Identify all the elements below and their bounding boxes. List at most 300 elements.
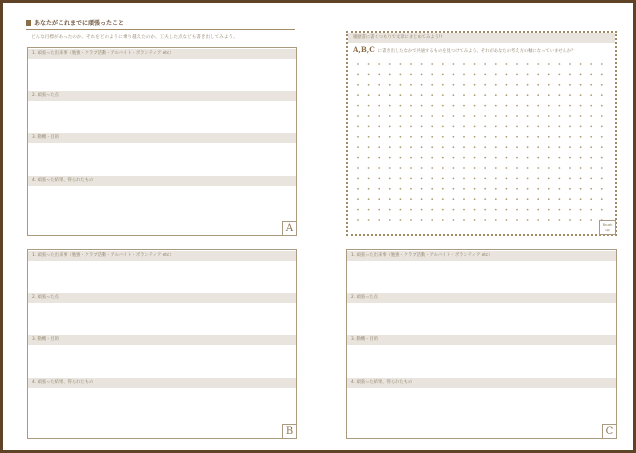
grid-dot [580,115,582,117]
grid-dot [495,105,497,107]
grid-dot [357,157,359,159]
grid-dot [516,136,518,138]
grid-dot [421,198,423,200]
grid-dot [506,105,508,107]
grid-dot [484,167,486,169]
card-letter-b: B [282,424,297,439]
section-motive: 3. 動機・目的 [28,133,296,143]
grid-dot [548,157,550,159]
grid-dot [516,188,518,190]
grid-dot [357,219,359,221]
grid-dot [431,157,433,159]
grid-dot [442,209,444,211]
grid-dot [431,126,433,128]
grid-dot [590,167,592,169]
grid-dot [389,219,391,221]
grid-dot [537,136,539,138]
grid-dot [410,178,412,180]
grid-dot [516,219,518,221]
grid-dot [569,188,571,190]
grid-dot [421,136,423,138]
grid-dot [421,126,423,128]
abc-label [353,45,575,54]
grid-dot [580,63,582,65]
grid-dot [410,167,412,169]
grid-dot [548,219,550,221]
grid-dot [559,84,561,86]
grid-dot [421,178,423,180]
grid-dot [389,126,391,128]
grid-dot [400,94,402,96]
grid-dot [378,157,380,159]
grid-dot [442,178,444,180]
grid-dot [463,167,465,169]
grid-dot [569,198,571,200]
grid-dot [580,146,582,148]
grid-dot [463,74,465,76]
grid-dot [537,167,539,169]
grid-dot [378,136,380,138]
grid-dot [453,105,455,107]
grid-dot [527,74,529,76]
experience-card-b [27,249,297,439]
grid-dot [389,178,391,180]
grid-dot [559,146,561,148]
grid-dot [453,115,455,117]
grid-dot [421,74,423,76]
grid-dot [442,63,444,65]
grid-dot [569,178,571,180]
grid-dot [537,126,539,128]
grid-dot [463,126,465,128]
grid-dot [442,198,444,200]
grid-dot [569,136,571,138]
grid-dot [442,84,444,86]
grid-dot [453,167,455,169]
grid-dot [590,74,592,76]
grid-dot [569,126,571,128]
grid-dot [601,198,603,200]
grid-dot [410,188,412,190]
grid-dot [495,94,497,96]
section-motive: 3. 動機・目的 [28,335,296,345]
grid-dot [474,157,476,159]
grid-dot [474,188,476,190]
grid-dot [368,178,370,180]
grid-dot [410,157,412,159]
grid-dot [527,167,529,169]
grid-dot [484,188,486,190]
grid-dot [389,84,391,86]
grid-dot [474,146,476,148]
grid-dot [548,146,550,148]
grid-dot [527,94,529,96]
grid-dot [506,198,508,200]
grid-dot [442,167,444,169]
grid-dot [400,126,402,128]
grid-dot [484,136,486,138]
grid-dot [484,178,486,180]
summary-heading: 履歴書に書くつもりで文章にまとめてみよう!! [348,33,615,43]
grid-dot [569,209,571,211]
grid-dot [378,105,380,107]
grid-dot [506,178,508,180]
section-motive: 3. 動機・目的 [347,335,616,345]
grid-dot [431,105,433,107]
grid-dot [548,167,550,169]
grid-dot [580,105,582,107]
grid-dot [516,63,518,65]
grid-dot [590,126,592,128]
grid-dot [421,105,423,107]
grid-dot [474,198,476,200]
grid-dot [590,94,592,96]
grid-dot [506,126,508,128]
grid-dot [389,94,391,96]
grid-dot [421,167,423,169]
grid-dot [453,136,455,138]
grid-dot [506,115,508,117]
grid-dot [495,167,497,169]
grid-dot [442,105,444,107]
grid-dot [537,157,539,159]
grid-dot [453,198,455,200]
grid-dot [559,198,561,200]
grid-dot [569,146,571,148]
grid-dot [357,105,359,107]
grid-dot [378,198,380,200]
grid-dot [357,198,359,200]
grid-dot [580,167,582,169]
grid-dot [357,63,359,65]
grid-dot [400,167,402,169]
grid-dot [601,157,603,159]
grid-dot [400,84,402,86]
grid-dot [442,188,444,190]
section-event: 1. 頑張った出来事（勉強・クラブ活動・アルバイト・ボランティア etc） [347,251,616,261]
grid-dot [495,84,497,86]
grid-dot [400,157,402,159]
grid-dot [527,84,529,86]
grid-dot [357,167,359,169]
grid-dot [559,63,561,65]
grid-dot [410,94,412,96]
grid-dot [421,94,423,96]
grid-dot [431,219,433,221]
grid-dot [442,157,444,159]
grid-dot [569,94,571,96]
grid-dot [431,115,433,117]
grid-dot [537,84,539,86]
grid-dot [453,219,455,221]
grid-dot [357,84,359,86]
grid-dot [590,84,592,86]
grid-dot [410,136,412,138]
brushup-line-2: up [605,228,610,232]
summary-dot-box[interactable] [346,31,617,236]
grid-dot [421,219,423,221]
grid-dot [357,74,359,76]
grid-dot [548,198,550,200]
grid-dot [590,157,592,159]
grid-dot [389,209,391,211]
grid-dot [474,115,476,117]
card-letter-c: C [602,424,617,439]
grid-dot [421,115,423,117]
grid-dot [527,198,529,200]
grid-dot [590,146,592,148]
grid-dot [400,219,402,221]
grid-dot [484,198,486,200]
grid-dot [559,188,561,190]
grid-dot [548,84,550,86]
grid-dot [506,188,508,190]
grid-dot [378,146,380,148]
grid-dot [569,84,571,86]
grid-dot [527,219,529,221]
grid-dot [559,105,561,107]
grid-dot [580,198,582,200]
grid-dot [368,105,370,107]
grid-dot [368,74,370,76]
grid-dot [389,136,391,138]
grid-dot [506,84,508,86]
grid-dot [474,219,476,221]
grid-dot [474,94,476,96]
grid-dot [389,157,391,159]
grid-dot [368,198,370,200]
abc-letters: A,B,C [353,45,375,54]
grid-dot [410,115,412,117]
experience-card-c [346,249,617,439]
grid-dot [453,157,455,159]
grid-dot [495,178,497,180]
grid-dot [601,178,603,180]
grid-dot [537,115,539,117]
grid-dot [569,115,571,117]
grid-dot [537,94,539,96]
grid-dot [484,74,486,76]
grid-dot [601,105,603,107]
grid-dot [527,157,529,159]
grid-dot [400,136,402,138]
grid-dot [463,115,465,117]
grid-dot [580,157,582,159]
grid-dot [537,105,539,107]
grid-dot [495,198,497,200]
grid-dot [378,209,380,211]
grid-dot [357,146,359,148]
grid-dot [368,115,370,117]
grid-dot [537,178,539,180]
grid-dot [559,136,561,138]
grid-dot [548,94,550,96]
grid-dot [431,209,433,211]
grid-dot [506,74,508,76]
grid-dot [516,157,518,159]
grid-dot [484,219,486,221]
grid-dot [559,157,561,159]
grid-dot [378,115,380,117]
grid-dot [400,105,402,107]
grid-dot [357,126,359,128]
grid-dot [569,167,571,169]
grid-dot [410,146,412,148]
grid-dot [463,219,465,221]
grid-dot [537,74,539,76]
grid-dot [506,219,508,221]
grid-dot [601,63,603,65]
grid-dot [506,157,508,159]
grid-dot [601,136,603,138]
grid-dot [474,167,476,169]
grid-dot [442,146,444,148]
grid-dot [442,74,444,76]
grid-dot [548,74,550,76]
grid-dot [357,94,359,96]
grid-dot [601,167,603,169]
grid-dot [442,136,444,138]
grid-dot [431,198,433,200]
grid-dot [442,219,444,221]
grid-dot [378,178,380,180]
grid-dot [368,157,370,159]
grid-dot [495,136,497,138]
grid-dot [495,146,497,148]
grid-dot [495,209,497,211]
grid-dot [389,105,391,107]
grid-dot [569,63,571,65]
grid-dot [537,209,539,211]
grid-dot [527,136,529,138]
grid-dot [484,209,486,211]
grid-dot [463,94,465,96]
grid-dot [559,74,561,76]
grid-dot [537,146,539,148]
grid-dot [580,126,582,128]
grid-dot [368,84,370,86]
section-result: 4. 頑張った結果、得られたもの [28,378,296,388]
grid-dot [548,178,550,180]
grid-dot [516,74,518,76]
grid-dot [590,188,592,190]
grid-dot [378,74,380,76]
grid-dot [474,136,476,138]
grid-dot [569,219,571,221]
grid-dot [484,63,486,65]
grid-dot [506,146,508,148]
grid-dot [590,178,592,180]
grid-dot [506,63,508,65]
grid-dot [559,126,561,128]
page-subtitle: どんな目標があったのか、それをどのように乗り越えたのか、工夫した点なども書き出してみよう。 [31,35,238,40]
grid-dot [484,157,486,159]
grid-dot [495,188,497,190]
grid-dot [495,63,497,65]
grid-dot [368,146,370,148]
grid-dot [421,188,423,190]
grid-dot [421,209,423,211]
grid-dot [431,63,433,65]
grid-dot [484,94,486,96]
grid-dot [516,105,518,107]
grid-dot [537,198,539,200]
grid-dot [463,209,465,211]
grid-dot [580,178,582,180]
grid-dot [400,198,402,200]
grid-dot [559,167,561,169]
grid-dot [580,74,582,76]
grid-dot [527,126,529,128]
grid-dot [431,74,433,76]
grid-dot [431,94,433,96]
grid-dot [463,63,465,65]
grid-dot [421,84,423,86]
grid-dot [378,84,380,86]
grid-dot [601,94,603,96]
grid-dot [590,63,592,65]
grid-dot [516,178,518,180]
grid-dot [506,209,508,211]
grid-dot [463,105,465,107]
page-title [26,18,124,27]
grid-dot [527,146,529,148]
grid-dot [580,188,582,190]
grid-dot [357,188,359,190]
grid-dot [410,63,412,65]
grid-dot [559,209,561,211]
grid-dot [548,63,550,65]
grid-dot [506,94,508,96]
grid-dot [431,84,433,86]
grid-dot [378,94,380,96]
grid-dot [590,209,592,211]
grid-dot [463,157,465,159]
grid-dot [590,105,592,107]
grid-dot [559,94,561,96]
grid-dot [527,178,529,180]
grid-dot [474,126,476,128]
grid-dot [357,178,359,180]
grid-dot [431,188,433,190]
grid-dot [453,63,455,65]
abc-note: に書き出したなかで共通するものを見つけてみよう。それがあなたの考え方の軸になっていませんか？ [377,49,576,54]
grid-dot [431,136,433,138]
grid-dot [484,146,486,148]
section-effort: 2. 頑張った点 [28,91,296,101]
grid-dot [431,167,433,169]
grid-dot [495,126,497,128]
grid-dot [410,84,412,86]
grid-dot [548,105,550,107]
grid-dot [580,84,582,86]
grid-dot [389,198,391,200]
grid-dot [601,146,603,148]
grid-dot [516,198,518,200]
brushup-line-1: Brush [602,223,613,227]
grid-dot [516,126,518,128]
grid-dot [410,198,412,200]
grid-dot [368,209,370,211]
section-effort: 2. 頑張った点 [28,293,296,303]
grid-dot [368,63,370,65]
grid-dot [516,146,518,148]
grid-dot [527,209,529,211]
grid-dot [474,63,476,65]
grid-dot [389,188,391,190]
grid-dot [453,94,455,96]
grid-dot [463,84,465,86]
